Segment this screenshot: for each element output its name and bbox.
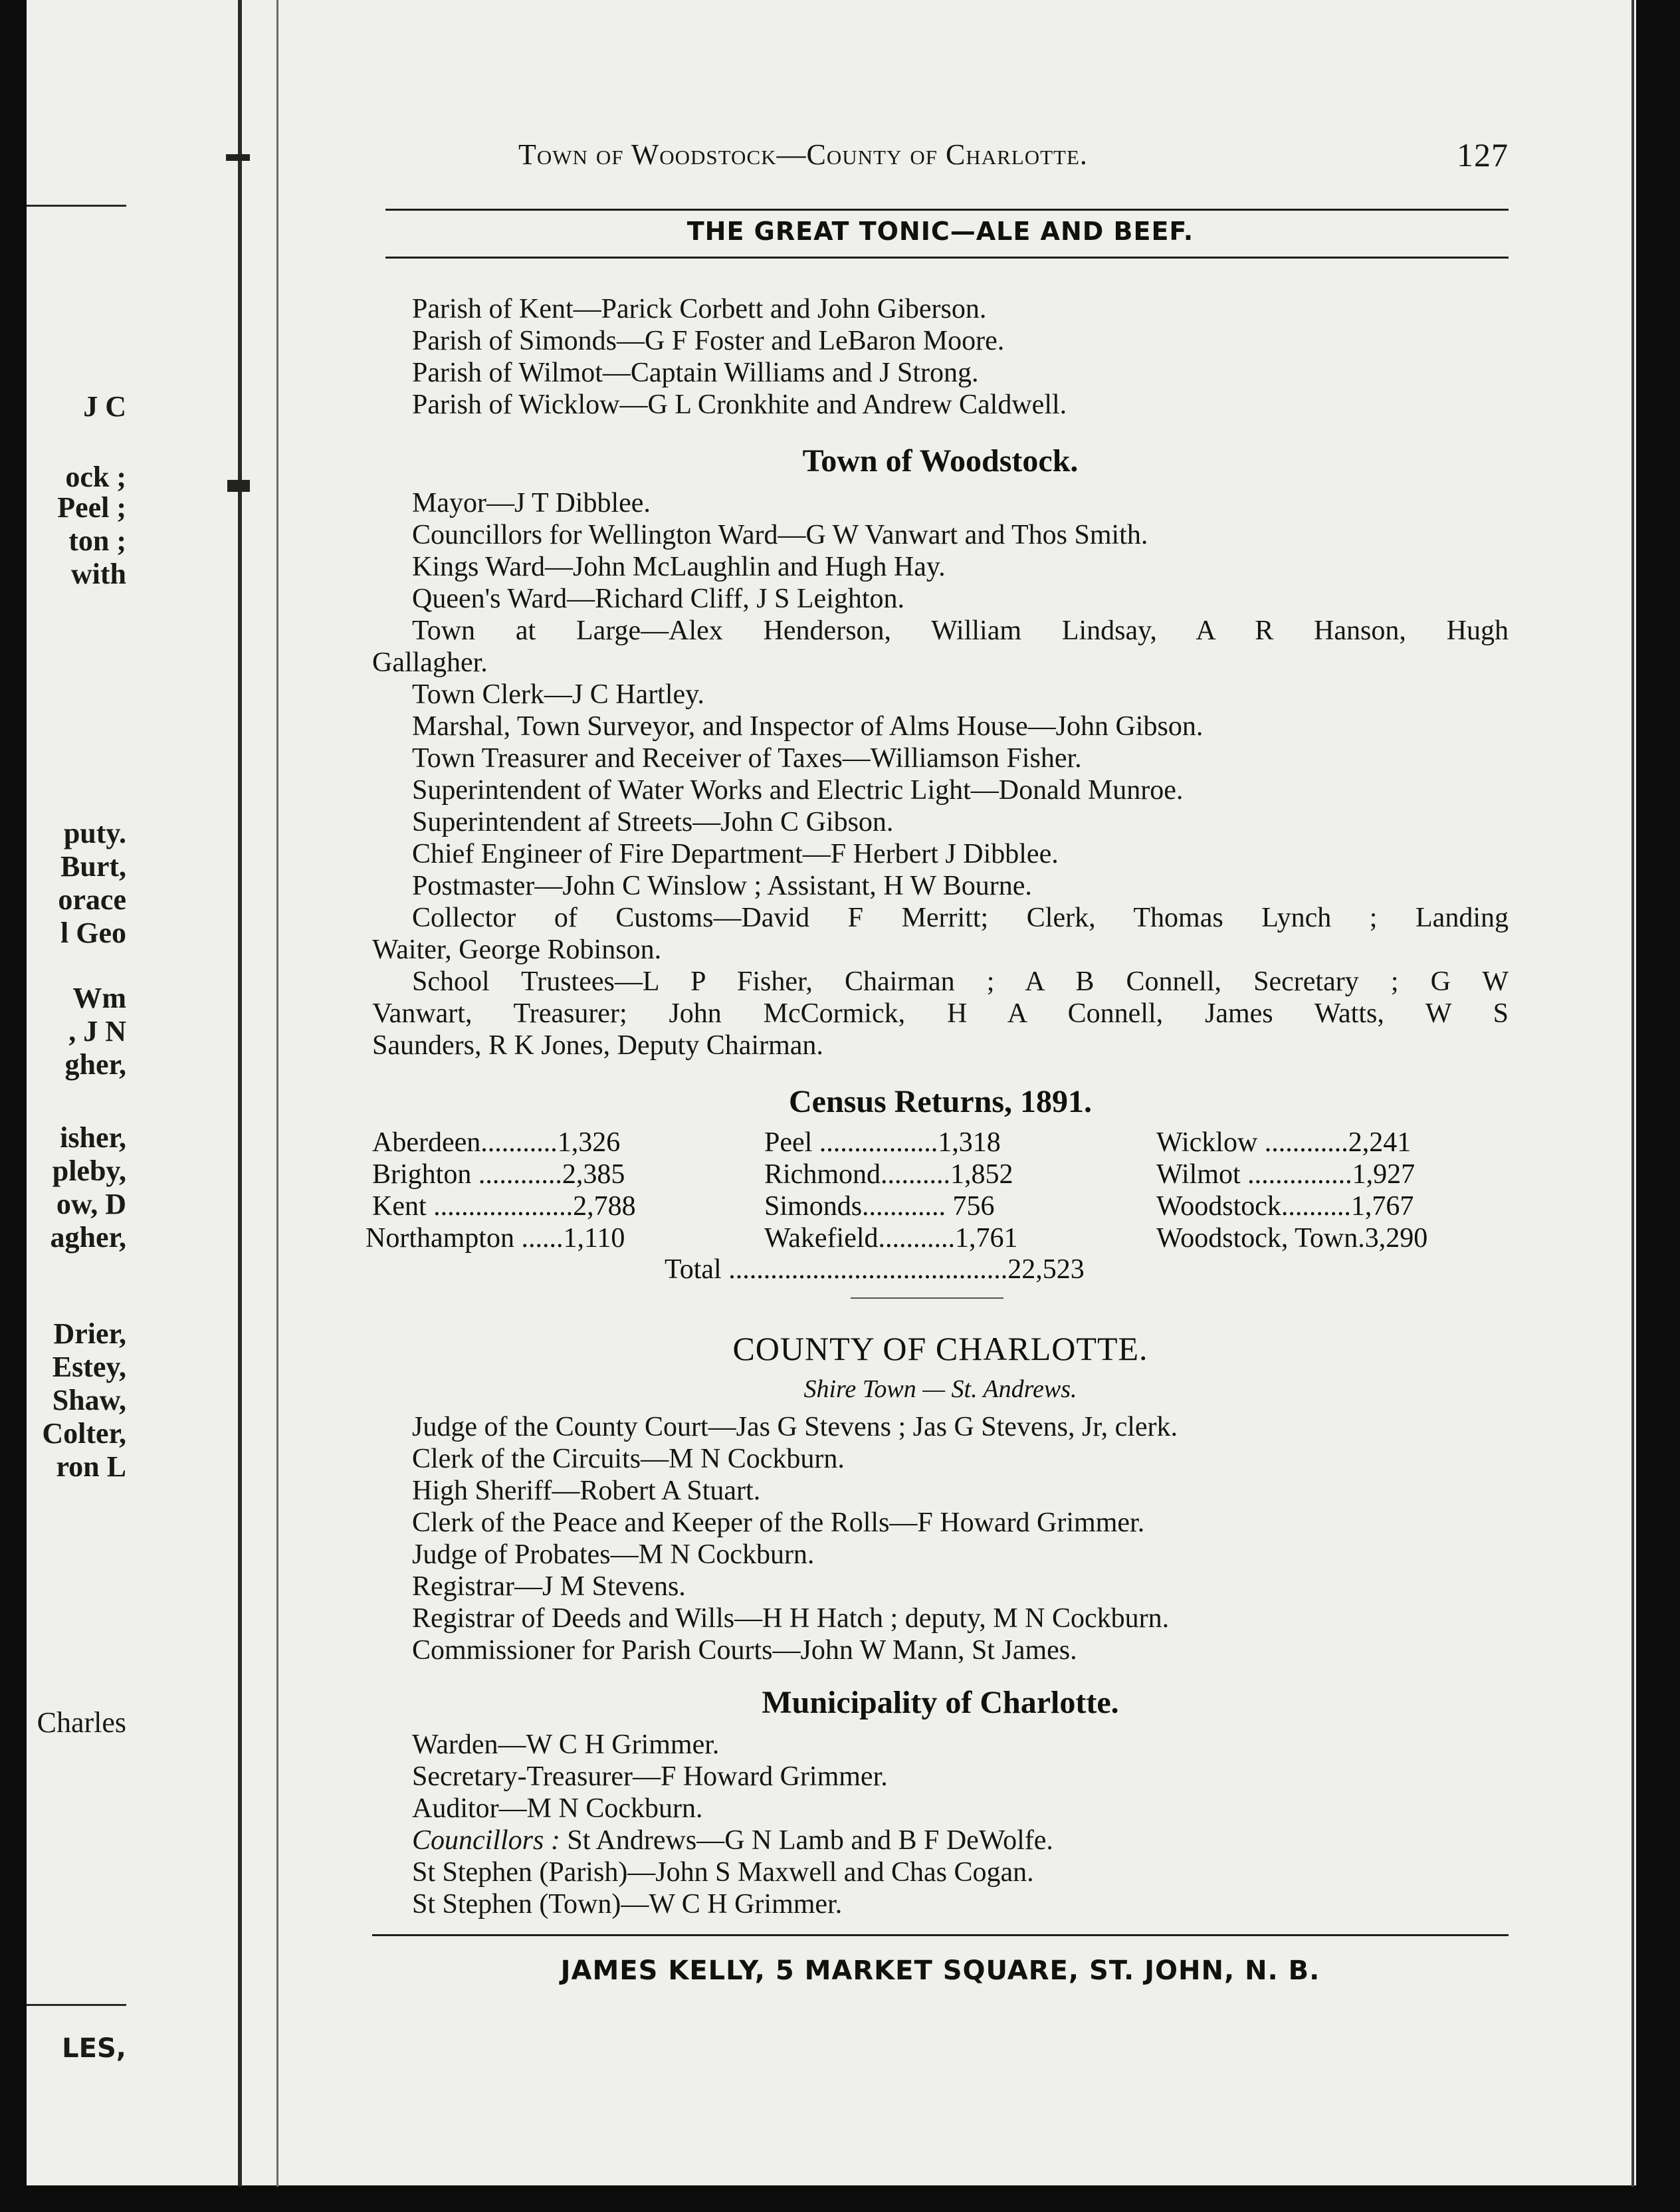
left-fragment: , J N: [68, 1015, 126, 1048]
officer-line: Judge of Probates—M N Cockburn.: [412, 1539, 815, 1570]
gutter-line: [276, 0, 278, 2187]
left-fragment: Colter,: [42, 1417, 126, 1450]
running-title: Town of Woodstock—County of Charlotte.: [518, 138, 1088, 171]
left-fragment: Peel ;: [57, 491, 126, 524]
left-fragment: ton ;: [68, 524, 126, 557]
census-total: Total ........................................22,523: [665, 1254, 1085, 1285]
officer-line: Town Treasurer and Receiver of Taxes—Williamson Fisher.: [412, 743, 1082, 774]
left-fragment: l Geo: [60, 917, 126, 949]
left-fragment: J C: [83, 390, 126, 423]
officer-line: Chief Engineer of Fire Department—F Herbert J Dibblee.: [412, 839, 1059, 869]
left-fragment: Charles: [37, 1706, 126, 1739]
officer-line: Superintendent of Water Works and Electric Light—Donald Munroe.: [412, 775, 1184, 806]
left-fragment: Burt,: [60, 850, 126, 883]
officer-line: Queen's Ward—Richard Cliff, J S Leighton.: [412, 584, 905, 614]
left-fragment: Wm: [72, 982, 126, 1014]
census-cell: Wicklow ............2,241: [1156, 1127, 1412, 1158]
left-fragment: orace: [58, 883, 126, 916]
left-fragment: pleby,: [52, 1155, 126, 1187]
census-cell: Woodstock..........1,767: [1156, 1191, 1414, 1222]
census-cell: Simonds............ 756: [764, 1191, 995, 1222]
footer-rule: [372, 1934, 1509, 1936]
census-cell: Wilmot ...............1,927: [1156, 1159, 1416, 1190]
left-fragment: LES,: [62, 2033, 126, 2064]
county-heading: COUNTY OF CHARLOTTE.: [732, 1330, 1148, 1367]
officer-line: Secretary-Treasurer—F Howard Grimmer.: [412, 1761, 888, 1792]
officer-line: Town Clerk—J C Hartley.: [412, 679, 704, 710]
left-page-rule: [27, 2004, 126, 2006]
officer-line: Registrar of Deeds and Wills—H H Hatch ; deputy, M N Cockburn.: [412, 1603, 1170, 1634]
census-cell: Richmond..........1,852: [764, 1159, 1013, 1190]
officer-line: Town at Large—Alex Henderson, William Lindsay, A R Hanson, Hugh: [412, 615, 1509, 646]
banner: THE GREAT TONIC—ALE AND BEEF.: [686, 217, 1194, 246]
officer-line: Mayor—J T Dibblee.: [412, 488, 651, 518]
left-fragment: agher,: [50, 1221, 126, 1254]
census-cell: Aberdeen...........1,326: [372, 1127, 621, 1158]
fold-line: [1631, 0, 1634, 2187]
left-fragment: with: [70, 558, 126, 590]
officer-line: Waiter, George Robinson.: [372, 935, 662, 965]
footer-advert: JAMES KELLY, 5 MARKET SQUARE, ST. JOHN, N. B.: [560, 1955, 1320, 1986]
left-fragment: puty.: [63, 817, 126, 849]
left-fragment: gher,: [64, 1048, 126, 1081]
officer-line: Gallagher.: [372, 647, 488, 678]
officer-line: Commissioner for Parish Courts—John W Mann, St James.: [412, 1635, 1077, 1666]
census-cell: Brighton ............2,385: [372, 1159, 625, 1190]
section-divider: [851, 1297, 1003, 1299]
census-cell: Wakefield...........1,761: [764, 1223, 1018, 1254]
left-fragment: Estey,: [52, 1351, 126, 1383]
officer-line: Marshal, Town Surveyor, and Inspector of Alms House—John Gibson.: [412, 711, 1204, 742]
officer-line: Saunders, R K Jones, Deputy Chairman.: [372, 1030, 823, 1061]
officer-line: Auditor—M N Cockburn.: [412, 1793, 703, 1824]
banner-rule: [385, 257, 1509, 259]
shire-town: Shire Town — St. Andrews.: [803, 1375, 1077, 1403]
municipality-heading: Municipality of Charlotte.: [762, 1685, 1119, 1720]
officer-line: Vanwart, Treasurer; John McCormick, H A Connell, James Watts, W S: [372, 998, 1509, 1029]
left-fragment: ron L: [56, 1450, 126, 1483]
left-fragment: ock ;: [65, 461, 126, 493]
councillors-label: Councillors :: [412, 1825, 560, 1856]
census-cell: Peel .................1,318: [764, 1127, 1001, 1158]
census-cell: Northampton ......1,110: [366, 1223, 625, 1254]
census-heading: Census Returns, 1891.: [788, 1084, 1093, 1119]
parish-line: Parish of Wilmot—Captain Williams and J Strong.: [412, 358, 979, 388]
officer-line: Registrar—J M Stevens.: [412, 1571, 686, 1602]
left-fragment: isher,: [60, 1121, 126, 1154]
section-heading: Town of Woodstock.: [802, 443, 1079, 479]
scan-border: [1636, 0, 1680, 2212]
officer-line: Superintendent af Streets—John C Gibson.: [412, 807, 894, 837]
officer-line: High Sheriff—Robert A Stuart.: [412, 1476, 761, 1506]
left-fragment: ow, D: [56, 1188, 126, 1220]
officer-line: Clerk of the Peace and Keeper of the Rolls—F Howard Grimmer.: [412, 1507, 1145, 1538]
councillors-text: St Andrews—G N Lamb and B F DeWolfe.: [567, 1825, 1053, 1856]
census-cell: Kent ....................2,788: [372, 1191, 636, 1222]
officer-line: Postmaster—John C Winslow ; Assistant, H W Bourne.: [412, 871, 1032, 901]
gutter-shadow: [238, 0, 242, 2187]
census-cell: Woodstock, Town.3,290: [1156, 1223, 1428, 1254]
left-fragment: Shaw,: [52, 1384, 126, 1416]
officer-line: Kings Ward—John McLaughlin and Hugh Hay.: [412, 552, 946, 582]
officer-line: Collector of Customs—David F Merritt; Clerk, Thomas Lynch ; Landing: [412, 903, 1509, 933]
binding-mark: [226, 154, 250, 161]
officer-line: St Stephen (Parish)—John S Maxwell and Chas Cogan.: [412, 1857, 1034, 1888]
officer-line: Judge of the County Court—Jas G Stevens ; Jas G Stevens, Jr, clerk.: [412, 1412, 1178, 1442]
officer-line: St Stephen (Town)—W C H Grimmer.: [412, 1889, 843, 1920]
councillors-line: [372, 1825, 1548, 1856]
parish-line: Parish of Kent—Parick Corbett and John Giberson.: [412, 294, 987, 324]
officer-line: Councillors for Wellington Ward—G W Vanwart and Thos Smith.: [412, 520, 1148, 550]
parish-line: Parish of Wicklow—G L Cronkhite and Andrew Caldwell.: [412, 389, 1067, 420]
officer-line: Clerk of the Circuits—M N Cockburn.: [412, 1444, 845, 1474]
officer-line: Warden—W C H Grimmer.: [412, 1729, 720, 1760]
left-fragment: Drier,: [53, 1317, 126, 1350]
page-number: 127: [1457, 136, 1509, 173]
officer-line: School Trustees—L P Fisher, Chairman ; A B Connell, Secretary ; G W: [412, 966, 1509, 997]
scan-border: [0, 2187, 1680, 2212]
parish-line: Parish of Simonds—G F Foster and LeBaron Moore.: [412, 326, 1005, 356]
binding-mark: [227, 480, 250, 492]
header-rule: [385, 209, 1509, 211]
left-page-rule: [27, 205, 126, 207]
